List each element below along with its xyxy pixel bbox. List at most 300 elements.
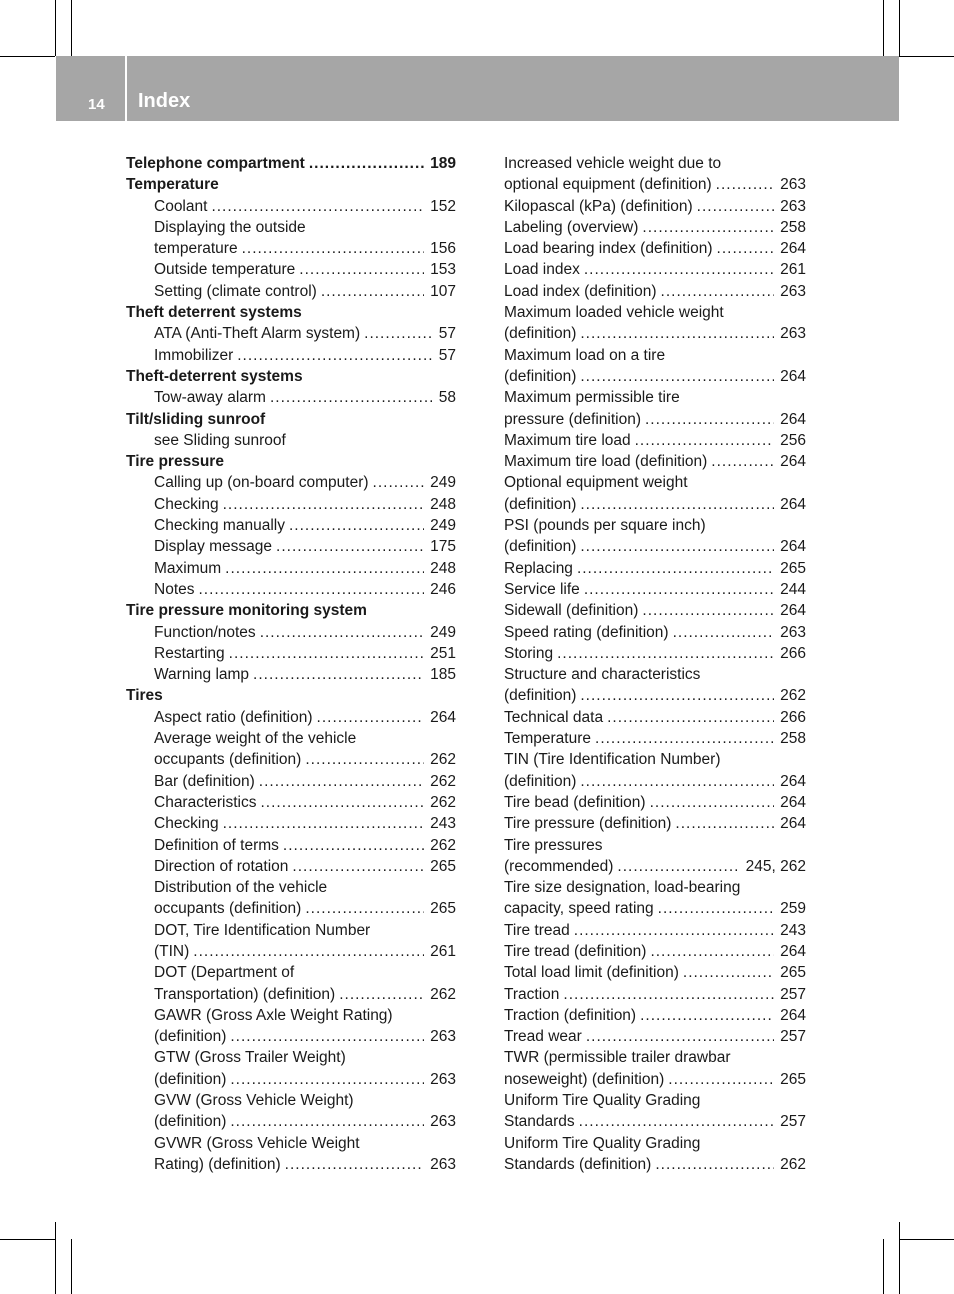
entry-label: Tire size designation, load-bearing [504, 879, 741, 897]
index-entry [126, 345, 456, 366]
entry-label: Checking manually [154, 517, 285, 535]
page-reference: 257 [780, 985, 806, 1003]
entry-label: Displaying the outside [154, 218, 306, 236]
entry-label: Maximum load on a tire [504, 346, 666, 364]
entry-label: (definition) [504, 687, 577, 705]
entry-label: Load index (definition) [504, 282, 657, 300]
page-reference: 262 [430, 772, 456, 790]
index-entry [504, 515, 806, 536]
leader-dots [292, 856, 424, 877]
leader-dots [595, 728, 774, 749]
entry-label: Tire bead (definition) [504, 793, 646, 811]
index-entry [126, 962, 456, 983]
entry-label: Speed rating (definition) [504, 623, 669, 641]
index-entry [504, 238, 806, 259]
page-reference: 264 [780, 602, 806, 620]
leader-dots [697, 196, 774, 217]
crop-mark [899, 1222, 900, 1294]
entry-label: Characteristics [154, 793, 257, 811]
index-entry [126, 707, 456, 728]
index-entry [126, 984, 456, 1005]
page-reference: 264 [780, 240, 806, 258]
entry-label: Definition of terms [154, 836, 279, 854]
page-reference: 264 [780, 538, 806, 556]
leader-dots [259, 771, 424, 792]
entry-label: Distribution of the vehicle [154, 879, 328, 897]
page-reference: 264 [780, 367, 806, 385]
leader-dots [650, 941, 774, 962]
page-reference: 266 [780, 644, 806, 662]
page-reference: 246 [430, 580, 456, 598]
index-entry [126, 728, 456, 749]
entry-label: capacity, speed rating [504, 900, 654, 918]
entry-label: Telephone compartment [126, 155, 305, 172]
leader-dots [242, 238, 425, 259]
index-entry [504, 877, 806, 898]
page-reference: 265 [780, 1070, 806, 1088]
index-entry [126, 430, 456, 451]
page-reference: 251 [430, 644, 456, 662]
entry-label: (definition) [504, 495, 577, 513]
entry-label: (definition) [504, 367, 577, 385]
leader-dots [321, 281, 424, 302]
index-heading [126, 302, 456, 323]
index-entry [126, 792, 456, 813]
index-entry [504, 1154, 806, 1175]
entry-label: Tire tread [504, 921, 570, 939]
entry-label: Average weight of the vehicle [154, 730, 357, 748]
entry-label: PSI (pounds per square inch) [504, 517, 706, 535]
index-entry [126, 536, 456, 557]
index-entry [504, 856, 806, 877]
index-entry [504, 664, 806, 685]
entry-label: Direction of rotation [154, 857, 289, 875]
entry-label: TIN (Tire Identification Number) [504, 751, 721, 769]
entry-label: GTW (Gross Trailer Weight) [154, 1049, 346, 1067]
index-heading [126, 600, 456, 621]
leader-dots [607, 707, 774, 728]
entry-label: (definition) [154, 1113, 227, 1131]
leader-dots [668, 1069, 774, 1090]
entry-label: Temperature [126, 176, 219, 194]
entry-label: Tow-away alarm [154, 389, 266, 407]
leader-dots [230, 1026, 424, 1047]
leader-dots [230, 1111, 424, 1132]
index-entry [126, 856, 456, 877]
entry-label: Bar (definition) [154, 772, 255, 790]
leader-dots [658, 898, 774, 919]
index-entry [504, 984, 806, 1005]
index-entry [504, 685, 806, 706]
entry-label: Labeling (overview) [504, 218, 639, 236]
index-entry [126, 579, 456, 600]
leader-dots [364, 323, 433, 344]
index-entry [126, 472, 456, 493]
leader-dots [673, 622, 775, 643]
entry-label: Kilopascal (kPa) (definition) [504, 197, 693, 215]
page-reference: 265 [780, 559, 806, 577]
page-reference: 266 [780, 708, 806, 726]
entry-label: Tilt/sliding sunroof [126, 410, 266, 428]
entry-label: Coolant [154, 197, 208, 215]
index-heading [126, 451, 456, 472]
entry-label: Service life [504, 580, 580, 598]
index-entry [504, 962, 806, 983]
entry-label: pressure (definition) [504, 410, 641, 428]
entry-label: GAWR (Gross Axle Weight Rating) [154, 1006, 393, 1024]
page-reference: 258 [780, 218, 806, 236]
entry-label: DOT, Tire Identification Number [154, 921, 371, 939]
leader-dots [580, 685, 774, 706]
page-reference: 57 [438, 325, 456, 343]
page-reference: 264 [780, 410, 806, 428]
index-entry [504, 302, 806, 323]
leader-dots [270, 387, 433, 408]
crop-mark [883, 0, 884, 56]
entry-label: (definition) [154, 1028, 227, 1046]
index-entry [126, 387, 456, 408]
leader-dots [584, 259, 774, 280]
leader-dots [260, 622, 424, 643]
leader-dots [373, 472, 425, 493]
header-divider [125, 56, 127, 121]
entry-label: Transportation) (definition) [154, 985, 336, 1003]
entry-label: Theft deterrent systems [126, 304, 302, 322]
index-entry [126, 238, 456, 259]
index-entry [126, 323, 456, 344]
leader-dots [261, 792, 425, 813]
index-entry [504, 558, 806, 579]
index-entry [126, 664, 456, 685]
index-entry [126, 1047, 456, 1068]
leader-dots [305, 898, 424, 919]
entry-label: (recommended) [504, 857, 614, 875]
page-reference: 263 [430, 1155, 456, 1173]
entry-label: GVWR (Gross Vehicle Weight [154, 1134, 360, 1152]
index-entry [504, 430, 806, 451]
index-entry [504, 345, 806, 366]
page-reference: 262 [780, 687, 806, 705]
page-reference: 262 [430, 751, 456, 769]
entry-label: Tire pressure (definition) [504, 815, 672, 833]
entry-label: Restarting [154, 644, 225, 662]
index-entry [126, 920, 456, 941]
leader-dots [586, 1026, 774, 1047]
page-reference: 57 [438, 346, 456, 364]
page-reference: 244 [780, 580, 806, 598]
page-reference: 264 [780, 495, 806, 513]
page-reference: 262 [430, 836, 456, 854]
page-reference: 264 [780, 1006, 806, 1024]
leader-dots [642, 217, 774, 238]
leader-dots [574, 920, 774, 941]
leader-dots [580, 366, 774, 387]
leader-dots [285, 1154, 424, 1175]
index-entry [504, 409, 806, 430]
page-reference: 263 [780, 176, 806, 194]
index-entry [504, 1047, 806, 1068]
index-entry [126, 217, 456, 238]
index-heading [126, 153, 456, 174]
entry-label: Maximum permissible tire [504, 389, 680, 407]
index-heading [126, 409, 456, 430]
entry-label: Tire pressure [126, 453, 224, 471]
entry-label: Rating) (definition) [154, 1155, 281, 1173]
index-entry [504, 835, 806, 856]
leader-dots [237, 345, 433, 366]
leader-dots [230, 1069, 424, 1090]
entry-label: (definition) [504, 325, 577, 343]
page-title: Index [138, 90, 191, 112]
index-entry [126, 558, 456, 579]
entry-label: Tires [126, 687, 163, 705]
entry-label: (definition) [504, 538, 577, 556]
leader-dots [223, 494, 425, 515]
leader-dots [223, 813, 425, 834]
crop-mark [55, 0, 56, 56]
entry-label: DOT (Department of [154, 964, 295, 982]
leader-dots [276, 536, 424, 557]
index-entry [126, 1133, 456, 1154]
page-reference: 263 [780, 197, 806, 215]
leader-dots [563, 984, 774, 1005]
entry-label: (definition) [154, 1070, 227, 1088]
leader-dots [289, 515, 424, 536]
index-entry [126, 1154, 456, 1175]
leader-dots [683, 962, 774, 983]
page-reference: 265 [780, 964, 806, 982]
index-entry [504, 749, 806, 770]
entry-label: Outside temperature [154, 261, 296, 279]
page-reference: 265 [430, 900, 456, 918]
index-entry [504, 1005, 806, 1026]
leader-dots [305, 749, 424, 770]
index-entry [504, 536, 806, 557]
index-entry [504, 792, 806, 813]
entry-label: Setting (climate control) [154, 282, 317, 300]
index-column-right [504, 153, 806, 1175]
page-reference: 261 [780, 261, 806, 279]
leader-dots [640, 1005, 774, 1026]
entry-label: Checking [154, 495, 219, 513]
page-number: 14 [88, 96, 105, 113]
entry-label: Temperature [504, 730, 592, 748]
index-entry [504, 728, 806, 749]
entry-label: Immobilizer [154, 346, 234, 364]
entry-label: Total load limit (definition) [504, 964, 679, 982]
index-entry [504, 920, 806, 941]
page-reference: 152 [430, 197, 456, 215]
page-header [56, 56, 899, 121]
index-entry [126, 259, 456, 280]
page-reference: 263 [780, 623, 806, 641]
entry-label: Maximum tire load [504, 431, 631, 449]
page-reference: 248 [430, 559, 456, 577]
entry-label: (definition) [504, 772, 577, 790]
entry-label: Optional equipment weight [504, 474, 688, 492]
entry-label: Notes [154, 580, 195, 598]
entry-label: temperature [154, 240, 238, 258]
leader-dots [661, 281, 775, 302]
leader-dots [716, 174, 774, 195]
entry-label: Theft-deterrent systems [126, 367, 303, 385]
crop-mark [0, 56, 55, 57]
entry-label: Tire pressure monitoring system [126, 602, 367, 620]
index-entry [504, 281, 806, 302]
page-reference: 243 [780, 921, 806, 939]
leader-dots [225, 558, 424, 579]
entry-label: Calling up (on-board computer) [154, 474, 369, 492]
index-entry [126, 1069, 456, 1090]
leader-dots [584, 579, 774, 600]
index-entry [126, 1005, 456, 1026]
page-reference: 263 [430, 1070, 456, 1088]
page-reference: 58 [438, 389, 456, 407]
entry-label: Load bearing index (definition) [504, 240, 713, 258]
entry-label: Load index [504, 261, 580, 279]
index-heading [126, 366, 456, 387]
index-entry [504, 174, 806, 195]
page-reference: 262 [780, 1155, 806, 1173]
page-reference: 243 [430, 815, 456, 833]
entry-label: Warning lamp [154, 666, 250, 684]
leader-dots [299, 259, 424, 280]
index-entry [126, 643, 456, 664]
leader-dots [211, 196, 424, 217]
page-reference: 245, 262 [745, 857, 806, 875]
index-entry [126, 515, 456, 536]
index-entry [126, 494, 456, 515]
entry-label: Tread wear [504, 1028, 582, 1046]
index-entry [504, 494, 806, 515]
entry-label: (TIN) [154, 942, 190, 960]
entry-label: Uniform Tire Quality Grading [504, 1092, 701, 1110]
index-entry [504, 323, 806, 344]
index-entry [126, 877, 456, 898]
entry-label: Technical data [504, 708, 604, 726]
entry-label: see Sliding sunroof [154, 431, 286, 449]
page-reference: 249 [430, 474, 456, 492]
crop-mark [883, 1239, 884, 1294]
entry-label: occupants (definition) [154, 900, 302, 918]
leader-dots [579, 1111, 774, 1132]
leader-dots [617, 856, 739, 877]
index-entry [126, 771, 456, 792]
entry-label: Maximum tire load (definition) [504, 453, 708, 471]
index-entry [126, 835, 456, 856]
leader-dots [580, 494, 774, 515]
index-entry [126, 749, 456, 770]
leader-dots [577, 558, 774, 579]
entry-label: Sidewall (definition) [504, 602, 639, 620]
index-entry [504, 217, 806, 238]
page-reference: 263 [430, 1028, 456, 1046]
entry-label: Maximum [154, 559, 222, 577]
page-reference: 262 [430, 793, 456, 811]
page-reference: 249 [430, 517, 456, 535]
index-entry [504, 898, 806, 919]
entry-label: noseweight) (definition) [504, 1070, 665, 1088]
leader-dots [580, 771, 774, 792]
page-reference: 264 [780, 815, 806, 833]
index-entry [126, 1111, 456, 1132]
leader-dots [642, 600, 774, 621]
page-reference: 256 [780, 431, 806, 449]
index-entry [504, 472, 806, 493]
crop-mark [899, 0, 900, 56]
index-entry [126, 1090, 456, 1111]
index-entry [504, 1090, 806, 1111]
index-entry [126, 196, 456, 217]
leader-dots [635, 430, 775, 451]
leader-dots [309, 153, 424, 174]
entry-label: Display message [154, 538, 273, 556]
index-entry [504, 451, 806, 472]
leader-dots [199, 579, 425, 600]
index-entry [504, 387, 806, 408]
leader-dots [655, 1154, 774, 1175]
leader-dots [650, 792, 775, 813]
index-entry [504, 771, 806, 792]
index-entry [504, 1026, 806, 1047]
page-reference: 264 [780, 772, 806, 790]
entry-label: Maximum loaded vehicle weight [504, 304, 724, 322]
index-entry [504, 941, 806, 962]
leader-dots [229, 643, 424, 664]
leader-dots [645, 409, 774, 430]
page-reference: 263 [430, 1113, 456, 1131]
leader-dots [283, 835, 424, 856]
entry-label: TWR (permissible trailer drawbar [504, 1049, 731, 1067]
entry-label: Structure and characteristics [504, 666, 701, 684]
page-reference: 248 [430, 495, 456, 513]
entry-label: Function/notes [154, 623, 256, 641]
index-entry [126, 281, 456, 302]
entry-label: Increased vehicle weight due to [504, 155, 722, 172]
index-entry [504, 813, 806, 834]
page-reference: 263 [780, 325, 806, 343]
leader-dots [717, 238, 775, 259]
page-reference: 175 [430, 538, 456, 556]
entry-label: Standards [504, 1113, 575, 1131]
index-heading [126, 685, 456, 706]
index-entry [126, 622, 456, 643]
page-reference: 264 [430, 708, 456, 726]
page-reference: 249 [430, 623, 456, 641]
leader-dots [557, 643, 774, 664]
index-heading [126, 174, 456, 195]
entry-label: Uniform Tire Quality Grading [504, 1134, 701, 1152]
entry-label: Aspect ratio (definition) [154, 708, 313, 726]
page-reference: 257 [780, 1028, 806, 1046]
page-reference: 265 [430, 857, 456, 875]
page-reference: 259 [780, 900, 806, 918]
index-entry [504, 600, 806, 621]
leader-dots [317, 707, 425, 728]
page-reference: 262 [430, 985, 456, 1003]
index-entry [504, 1111, 806, 1132]
page-reference: 257 [780, 1113, 806, 1131]
page-reference: 258 [780, 730, 806, 748]
entry-label: Tire tread (definition) [504, 942, 647, 960]
index-entry [504, 707, 806, 728]
index-entry [126, 1026, 456, 1047]
index-entry [504, 1069, 806, 1090]
index-entry [504, 366, 806, 387]
entry-label: Replacing [504, 559, 573, 577]
entry-label: occupants (definition) [154, 751, 302, 769]
page-reference: 185 [430, 666, 456, 684]
